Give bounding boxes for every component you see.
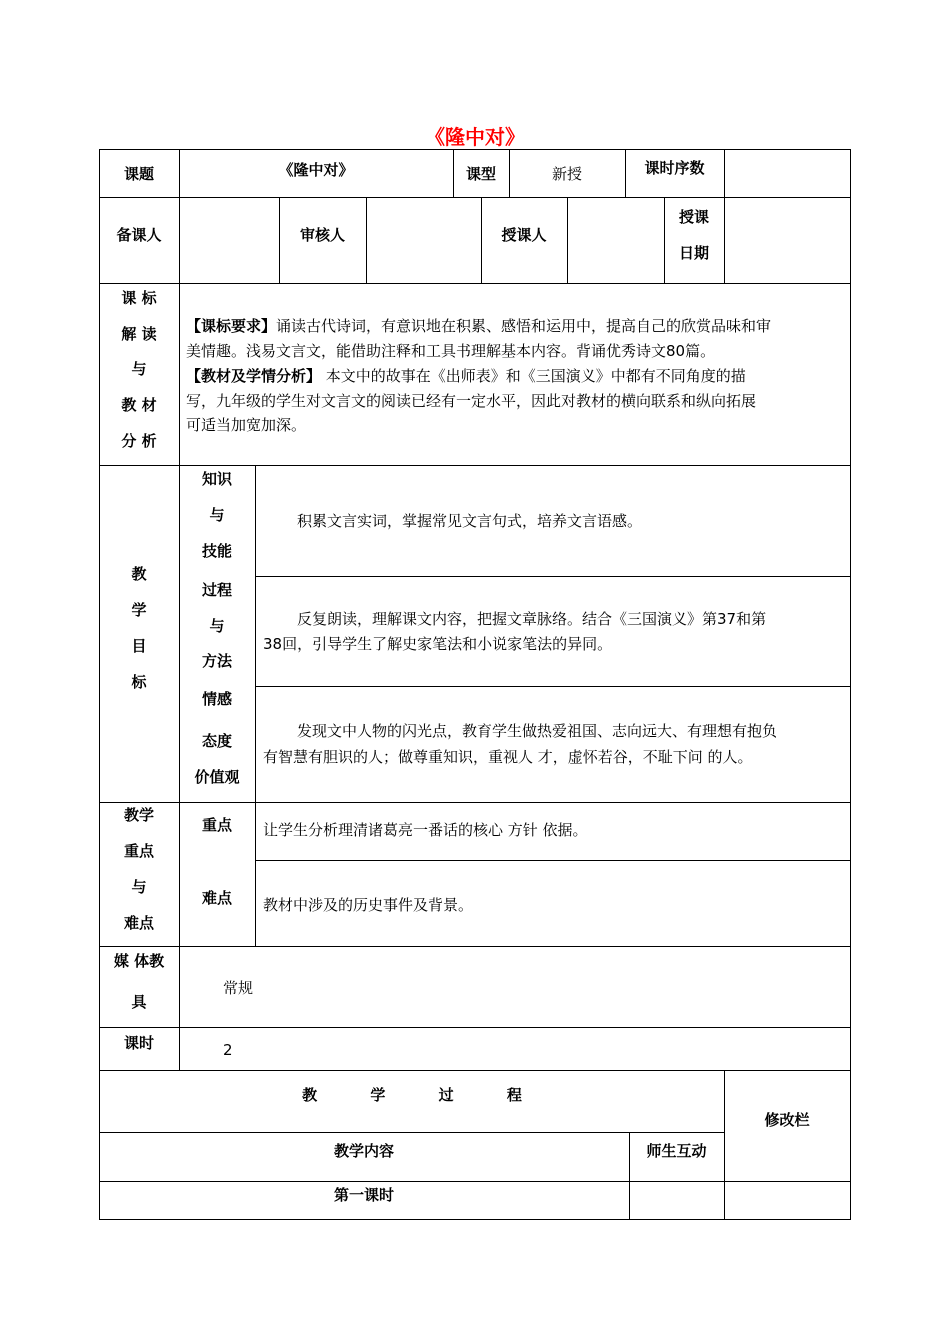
process-label: 过程 <box>201 581 232 599</box>
rule <box>99 149 851 150</box>
emotion-label: 价值观 <box>194 768 240 786</box>
curriculum-requirement <box>186 316 771 336</box>
rule <box>99 946 851 947</box>
material-text: 本文中的故事在《出师表》和《三国演义》中都有不同角度的描 <box>321 367 746 385</box>
media-value: 常规 <box>223 979 254 997</box>
material-heading: 【教材及学情分析】 <box>186 367 322 385</box>
key-points-label: 重点 <box>123 842 154 860</box>
emotion-label: 情感 <box>201 690 232 708</box>
first-lesson-label: 第一课时 <box>333 1186 394 1204</box>
rule <box>724 149 725 283</box>
process-label: 与 <box>209 617 225 635</box>
teacher-label: 授课人 <box>501 226 547 244</box>
goals-label: 学 <box>131 601 147 619</box>
process-text: 反复朗读，理解课文内容，把握文章脉络。结合《三国演义》第37和第 <box>297 610 767 628</box>
key-points-label: 教学 <box>123 806 154 824</box>
knowledge-label: 知识 <box>201 470 232 488</box>
material-text: 可适当加宽加深。 <box>186 416 307 434</box>
emotion-label: 态度 <box>201 732 232 750</box>
document-title: 《隆中对》 <box>425 125 525 149</box>
rule <box>179 149 180 1070</box>
material-text: 写，九年级的学生对文言文的阅读已经有一定水平，因此对教材的横向联系和纵向拓展 <box>186 392 757 410</box>
rule <box>99 802 851 803</box>
key-point-text: 让学生分析理清诸葛亮一番话的核心 方针 依据。 <box>263 821 588 839</box>
process-label: 方法 <box>201 652 232 670</box>
topic-value: 《隆中对》 <box>278 161 354 179</box>
process-text: 38回，引导学生了解史家笔法和小说家笔法的异同。 <box>263 635 613 653</box>
knowledge-label: 技能 <box>201 542 232 560</box>
analysis-label: 教 材 <box>121 396 157 414</box>
rule <box>255 465 256 946</box>
rule <box>567 197 568 283</box>
rule <box>255 576 851 577</box>
rule <box>99 1181 851 1182</box>
rule <box>99 1132 725 1133</box>
difficulty-text: 教材中涉及的历史事件及背景。 <box>263 896 474 914</box>
rule <box>850 149 851 1220</box>
rule <box>99 1070 851 1071</box>
analysis-label: 分 析 <box>121 432 157 450</box>
rule <box>99 197 851 198</box>
lesson-type-label: 课型 <box>465 165 496 183</box>
goals-label: 教 <box>131 565 147 583</box>
key-points-label: 难点 <box>123 914 154 932</box>
goals-label: 目 <box>131 637 147 655</box>
interaction-label: 师生互动 <box>646 1142 707 1160</box>
analysis-label: 与 <box>131 360 147 378</box>
material-analysis <box>186 366 746 386</box>
goals-label: 标 <box>131 673 147 691</box>
rule <box>366 197 367 283</box>
topic-label: 课题 <box>123 165 154 183</box>
class-hours-label: 课时 <box>123 1034 154 1052</box>
rule <box>99 1219 851 1220</box>
teaching-date-label: 授课 <box>678 208 709 226</box>
rule <box>255 686 851 687</box>
revision-column-label: 修改栏 <box>764 1111 810 1129</box>
reviewer-label: 审核人 <box>299 226 345 244</box>
rule <box>99 283 851 284</box>
rule <box>99 465 851 466</box>
media-label: 媒 体教 <box>113 952 165 970</box>
requirement-text: 美情趣。浅易文言文，能借助注释和工具书理解基本内容。背诵优秀诗文80篇。 <box>186 342 716 360</box>
lesson-type-value: 新授 <box>551 165 582 183</box>
teaching-process-heading: 教 学 过 程 <box>302 1086 546 1104</box>
key-points-label: 与 <box>131 878 147 896</box>
preparer-label: 备课人 <box>116 226 162 244</box>
key-point-label: 重点 <box>201 816 232 834</box>
emotion-text: 发现文中人物的闪光点，教育学生做热爱祖国、志向远大、有理想有抱负 <box>297 722 778 740</box>
knowledge-label: 与 <box>209 506 225 524</box>
period-number-label: 课时序数 <box>644 159 705 177</box>
teaching-content-label: 教学内容 <box>333 1142 394 1160</box>
lesson-plan-table <box>99 149 851 1220</box>
rule <box>99 1027 851 1028</box>
knowledge-text: 积累文言实词，掌握常见文言句式，培养文言语感。 <box>297 512 643 530</box>
class-hours-value: 2 <box>223 1041 233 1059</box>
media-label: 具 <box>131 993 147 1011</box>
emotion-text: 有智慧有胆识的人；做尊重知识，重视人 才，虚怀若谷，不耻下问 的人。 <box>263 748 753 766</box>
analysis-label: 课 标 <box>121 289 157 307</box>
difficulty-label: 难点 <box>201 889 232 907</box>
analysis-label: 解 读 <box>121 325 157 343</box>
requirement-text: 诵读古代诗词，有意识地在积累、感悟和运用中，提高自己的欣赏品味和审 <box>276 317 772 335</box>
requirement-heading: 【课标要求】 <box>186 317 277 335</box>
teaching-date-label: 日期 <box>678 244 709 262</box>
rule <box>255 860 851 861</box>
